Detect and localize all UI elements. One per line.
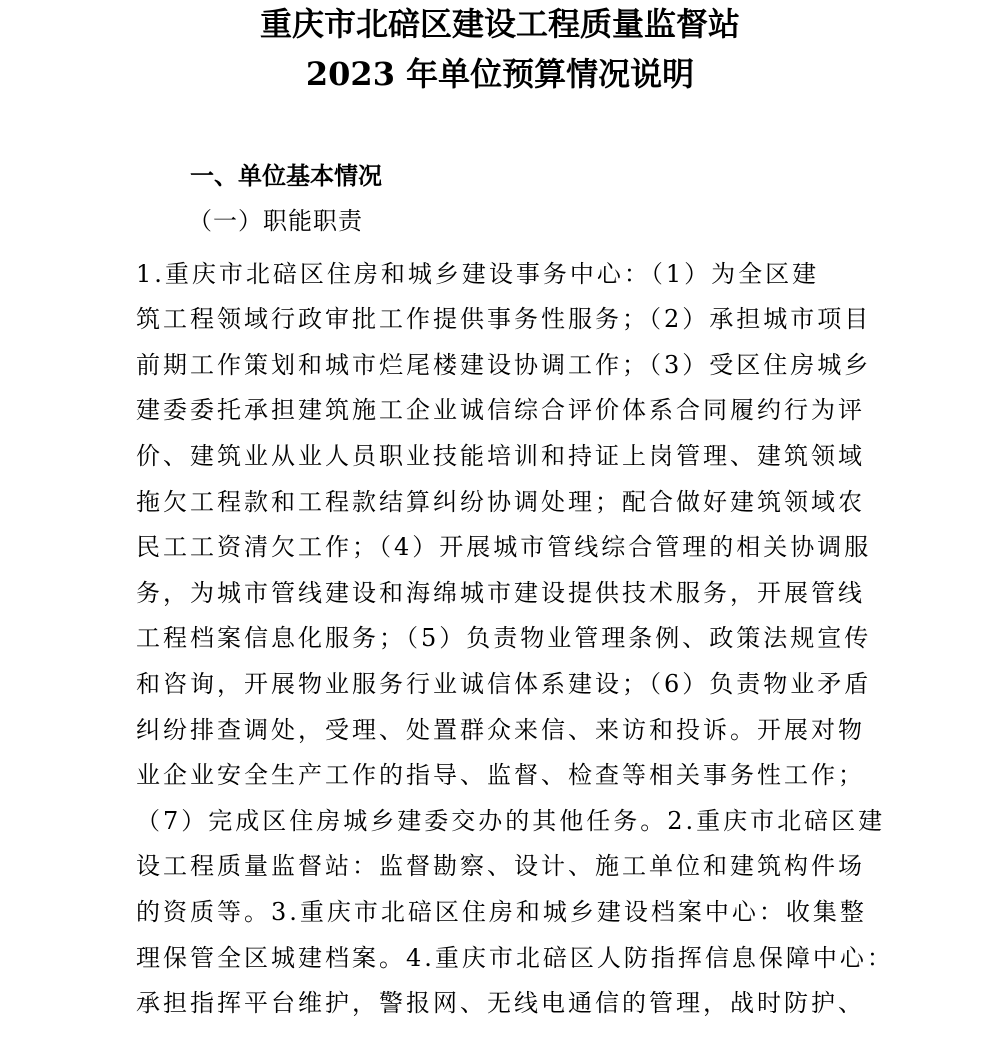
paragraph-line: 的资质等。3.重庆市北碚区住房和城乡建设档案中心：收集整 — [136, 898, 867, 926]
paragraph-line: （7）完成区住房城乡建委交办的其他任务。2.重庆市北碚区建 — [136, 807, 886, 835]
paragraph-line: 业企业安全生产工作的指导、监督、检查等相关事务性工作； — [136, 761, 865, 789]
paragraph-line: 前期工作策划和城市烂尾楼建设协调工作；（3）受区住房城乡 — [136, 351, 872, 379]
paragraph-line: 理保管全区城建档案。4.重庆市北碚区人防指挥信息保障中心： — [136, 944, 894, 972]
paragraph-line: 1.重庆市北碚区住房和城乡建设事务中心：（1）为全区建 — [136, 260, 820, 288]
paragraph-line: 工程档案信息化服务；（5）负责物业管理条例、政策法规宣传 — [136, 624, 872, 652]
paragraph-line: 纠纷排查调处，受理、处置群众来信、来访和投诉。开展对物 — [136, 716, 865, 744]
paragraph-line: 拖欠工程款和工程款结算纠纷协调处理；配合做好建筑领域农 — [136, 488, 865, 516]
section-heading: 一、单位基本情况 — [190, 161, 382, 190]
document-title-line-2: 2023 年单位预算情况说明 — [305, 55, 695, 93]
subsection-heading: （一）职能职责 — [188, 207, 363, 235]
paragraph-line: 设工程质量监督站：监督勘察、设计、施工单位和建筑构件场 — [136, 852, 865, 880]
paragraph-line: 务，为城市管线建设和海绵城市建设提供技术服务，开展管线 — [136, 579, 865, 607]
paragraph-line: 和咨询，开展物业服务行业诚信体系建设；（6）负责物业矛盾 — [136, 670, 872, 698]
paragraph-line: 承担指挥平台维护，警报网、无线电通信的管理，战时防护、 — [136, 989, 865, 1017]
document-title-line-1: 重庆市北碚区建设工程质量监督站 — [259, 5, 740, 43]
paragraph-line: 价、建筑业从业人员职业技能培训和持证上岗管理、建筑领域 — [136, 442, 865, 470]
paragraph-line: 筑工程领域行政审批工作提供事务性服务；（2）承担城市项目 — [136, 305, 872, 333]
paragraph-line: 民工工资清欠工作；（4）开展城市管线综合管理的相关协调服 — [136, 533, 872, 561]
paragraph-line: 建委委托承担建筑施工企业诚信综合评价体系合同履约行为评 — [136, 396, 865, 424]
